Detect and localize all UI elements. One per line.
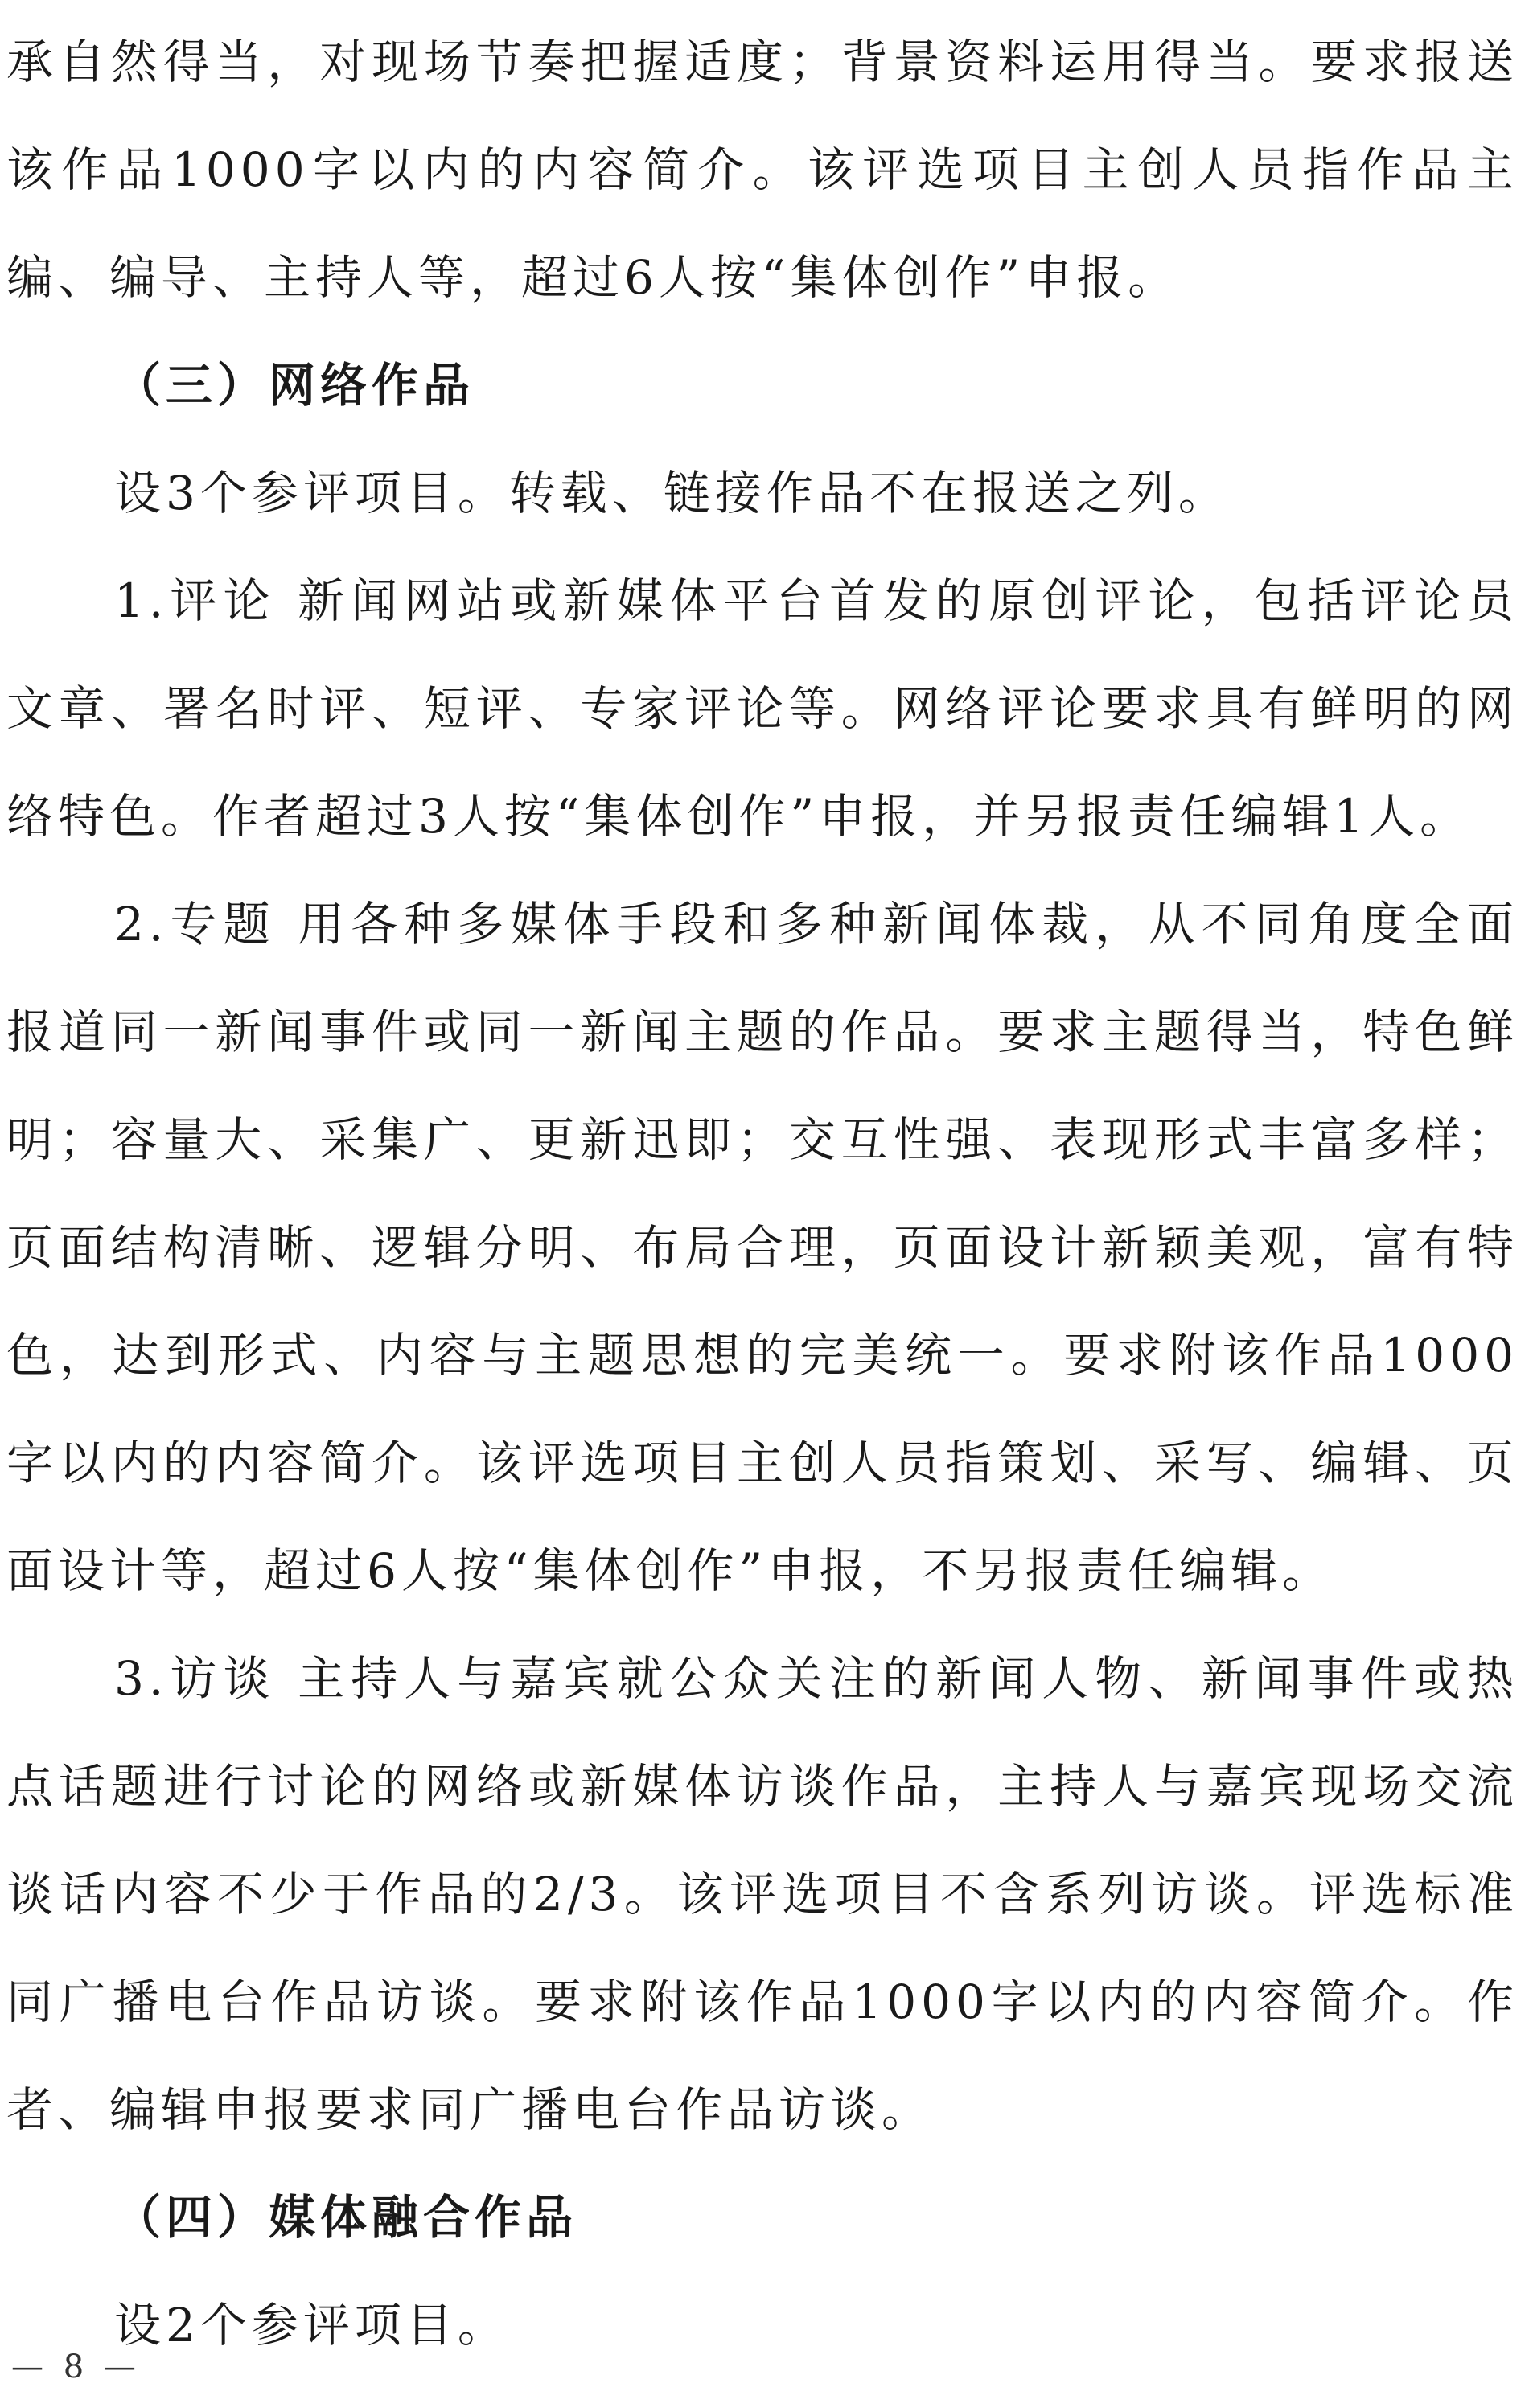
section-heading-media-fusion: （四）媒体融合作品	[114, 2190, 578, 2245]
page-number: — 8 —	[11, 2348, 141, 2385]
paragraph-network-intro: 设3个参评项目。转载、链接作品不在报送之列。	[114, 466, 1230, 520]
paragraph-media-fusion-intro: 设2个参评项目。	[114, 2298, 509, 2353]
document-body	[6, 0, 1519, 2379]
paragraph-continuation: 承自然得当，对现场节奏把握适度；背景资料运用得当。要求报送该作品1000字以内的内容简介。该评选项目主创人员指作品主编、编导、主持人等，超过6人按“集体创作”申报。	[6, 35, 1519, 305]
paragraph-commentary: 1.评论 新闻网站或新媒体平台首发的原创评论，包括评论员文章、署名时评、短评、专家评论等。网络评论要求具有鲜明的网络特色。作者超过3人按“集体创作”申报，并另报责任编辑1人。	[6, 573, 1519, 844]
paragraph-feature: 2.专题 用各种多媒体手段和多种新闻体裁，从不同角度全面报道同一新闻事件或同一新闻主题的作品。要求主题得当，特色鲜明；容量大、采集广、更新迅即；交互性强、表现形式丰富多样；页面结构清晰、逻辑分明、布局合理，页面设计新颖美观，富有特色，达到形式、内容与主题思想的完美统一。要求附该作品1000字以内的内容简介。该评选项目主创人员指策划、采写、编辑、页面设计等，超过6人按“集体创作”申报，不另报责任编辑。	[6, 897, 1519, 1598]
section-heading-network-works: （三）网络作品	[114, 358, 475, 413]
paragraph-interview: 3.访谈 主持人与嘉宾就公众关注的新闻人物、新闻事件或热点话题进行讨论的网络或新媒体访谈作品，主持人与嘉宾现场交流谈话内容不少于作品的2/3。该评选项目不含系列访谈。评选标准同广播电台作品访谈。要求附该作品1000字以内的内容简介。作者、编辑申报要求同广播电台作品访谈。	[6, 1651, 1519, 2137]
